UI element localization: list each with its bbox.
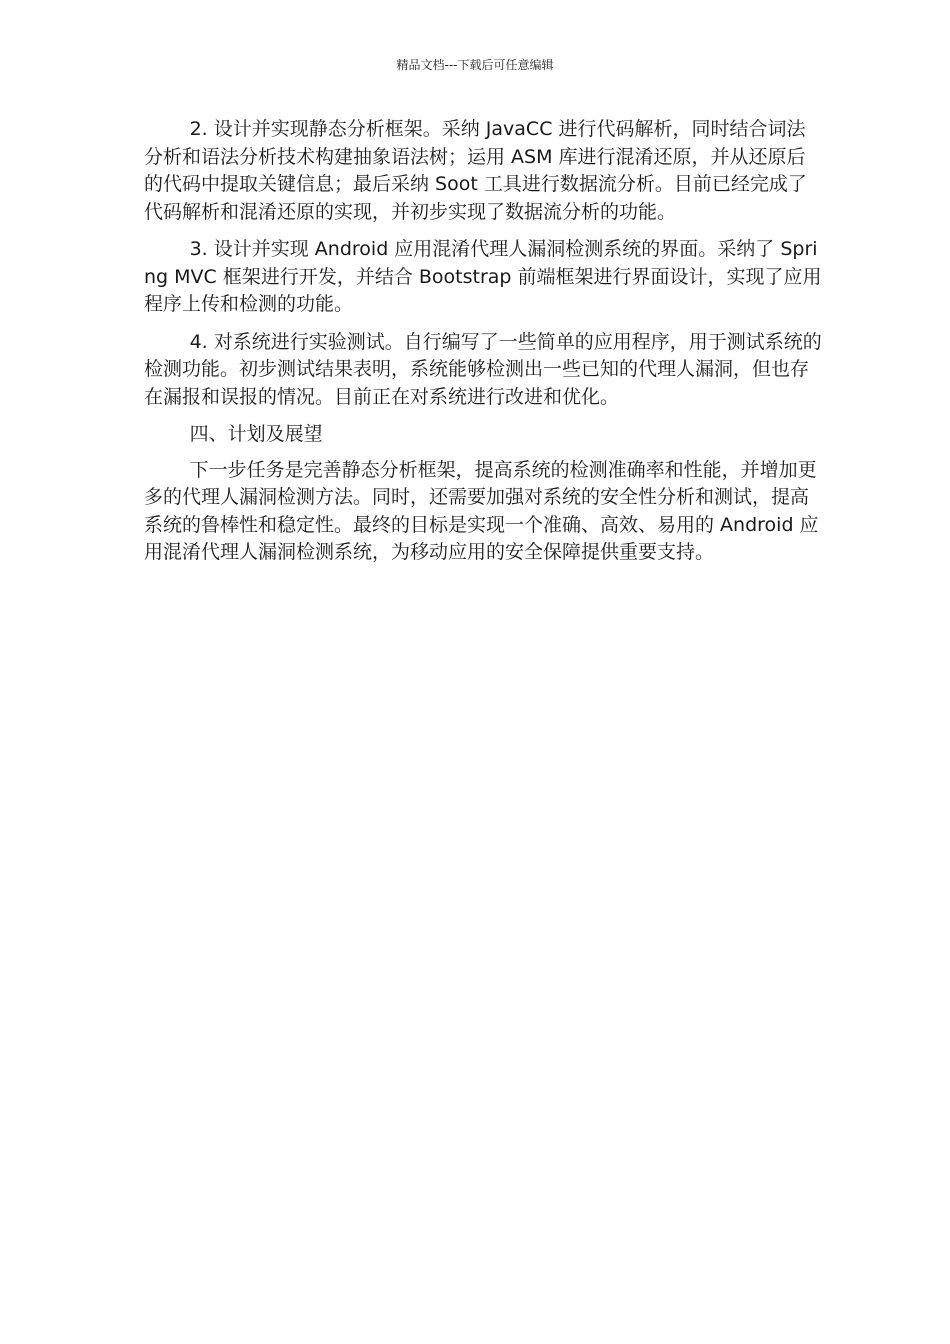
section-heading-plan: 四、计划及展望	[189, 423, 323, 445]
page-header: 精品文档---下载后可任意编辑	[396, 58, 554, 72]
paragraph-item-3: 3. 设计并实现 Android 应用混淆代理人漏洞检测系统的界面。采纳了 Spring MVC 框架进行开发，并结合 Bootstrap 前端框架进行界面设计，实现了应用程序上传和检测的功能。	[144, 238, 822, 315]
paragraph-item-4: 4. 对系统进行实验测试。自行编写了一些简单的应用程序，用于测试系统的检测功能。初步测试结果表明，系统能够检测出一些已知的代理人漏洞，但也存在漏报和误报的情况。目前正在对系统进行改进和优化。	[144, 330, 822, 408]
paragraph-item-2: 2. 设计并实现静态分析框架。采纳 JavaCC 进行代码解析，同时结合词法分析和语法分析技术构建抽象语法树；运用 ASM 库进行混淆还原，并从还原后的代码中提取关键信息；最后采纳 Soot 工具进行数据流分析。目前已经完成了代码解析和混淆还原的实现，并初步实现了数据流分析的功能。	[144, 118, 807, 223]
document-body	[144, 116, 824, 577]
paragraph-outlook: 下一步任务是完善静态分析框架，提高系统的检测准确率和性能，并增加更多的代理人漏洞检测方法。同时，还需要加强对系统的安全性分析和测试，提高系统的鲁棒性和稳定性。最终的目标是实现一个准确、高效、易用的 Android 应用混淆代理人漏洞检测系统，为移动应用的安全保障提供重要支持。	[144, 458, 819, 563]
